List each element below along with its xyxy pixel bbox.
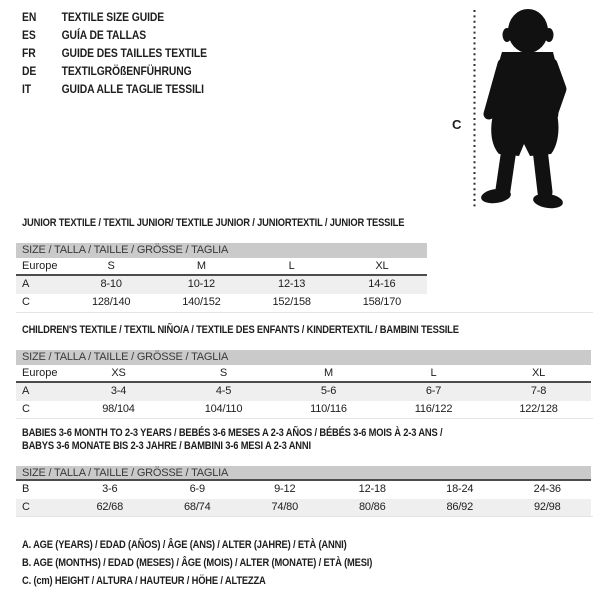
cell-value: 74/80 (271, 501, 299, 513)
language-title: GUÍA DE TALLAS (61, 30, 147, 42)
row-label: A (22, 385, 30, 397)
cell-value: 5-6 (320, 385, 337, 397)
footnote-line: A. AGE (YEARS) / EDAD (AÑOS) / ÂGE (ANS) / ALTER (JAHRE) / ETÀ (ANNI) (22, 539, 347, 551)
cell-value: 6-9 (189, 483, 205, 495)
table-title-line: BABYS 3-6 MONATE BIS 2-3 JAHRE / BAMBINI 3-6 MESI A 2-3 ANNI (22, 440, 311, 452)
language-title: GUIDA ALLE TAGLIE TESSILI (61, 84, 204, 96)
cell-value: 8-10 (100, 278, 122, 290)
footnote-line: C. (cm) HEIGHT / ALTURA / HAUTEUR / HÖHE / ALTEZZA (22, 575, 266, 587)
cell-value: S (219, 367, 228, 379)
table-row (16, 401, 591, 419)
table-title-line: CHILDREN'S TEXTILE / TEXTIL NIÑO/A / TEXTILE DES ENFANTS / KINDERTEXTIL / BAMBINI TESSILE (22, 324, 459, 336)
cell-value: 3-6 (102, 483, 118, 495)
cell-value: 6-7 (425, 385, 442, 397)
cell-value: M (196, 260, 206, 272)
table-row (16, 258, 427, 276)
baby-silhouette-figure (445, 4, 600, 214)
cell-value: 122/128 (519, 403, 558, 415)
size-header-text: SIZE / TALLA / TAILLE / GRÖSSE / TAGLIA (22, 351, 229, 363)
size-header-text: SIZE / TALLA / TAILLE / GRÖSSE / TAGLIA (22, 467, 229, 479)
cell-value: 68/74 (183, 501, 211, 513)
table-row (16, 499, 591, 517)
language-title: GUIDE DES TAILLES TEXTILE (61, 48, 207, 60)
table-title-line: JUNIOR TEXTILE / TEXTIL JUNIOR/ TEXTILE JUNIOR / JUNIORTEXTIL / JUNIOR TESSILE (22, 217, 405, 229)
table-row (16, 294, 427, 312)
language-row (22, 81, 207, 99)
table-bottom-rule (16, 516, 593, 517)
cell-value: 104/110 (204, 403, 243, 415)
language-title: TEXTILGRÖßENFÜHRUNG (61, 66, 192, 78)
cell-value: 9-12 (274, 483, 296, 495)
cell-value: 86/92 (446, 501, 474, 513)
cell-value: 18-24 (446, 483, 474, 495)
cell-value: 152/158 (272, 296, 311, 308)
table-title-line: BABIES 3-6 MONTH TO 2-3 YEARS / BEBÉS 3-6 MESES A 2-3 AÑOS / BÉBÉS 3-6 MOIS À 2-3 ANS / (22, 427, 443, 439)
table-title (22, 324, 591, 337)
language-code: ES (22, 30, 36, 42)
cell-value: 14-16 (368, 278, 396, 290)
size-table-babies (16, 427, 591, 517)
cell-value: L (288, 260, 295, 272)
size-header-bar (16, 243, 427, 258)
table-row (16, 365, 591, 383)
size-table-children (16, 324, 591, 419)
size-table-junior (16, 217, 427, 312)
cell-value: 4-5 (215, 385, 232, 397)
height-measure-label: C (452, 117, 462, 132)
size-header-bar (16, 350, 591, 365)
row-label: Europe (22, 367, 58, 379)
row-label: B (22, 483, 30, 495)
table-title (22, 217, 427, 230)
language-title: TEXTILE SIZE GUIDE (61, 12, 165, 24)
language-row (22, 45, 207, 63)
size-header-text: SIZE / TALLA / TAILLE / GRÖSSE / TAGLIA (22, 244, 229, 256)
table-bottom-rule (16, 312, 593, 313)
language-code: DE (22, 66, 37, 78)
cell-value: 80/86 (358, 501, 386, 513)
cell-value: 62/68 (96, 501, 124, 513)
cell-value: M (324, 367, 333, 379)
cell-value: 110/116 (310, 403, 347, 415)
size-header-bar (16, 466, 591, 481)
cell-value: 140/152 (182, 296, 221, 308)
table-row (16, 481, 591, 499)
baby-silhouette-icon (480, 9, 564, 210)
cell-value: 92/98 (533, 501, 561, 513)
cell-value: 12-13 (278, 278, 306, 290)
cell-value: XL (531, 367, 546, 379)
cell-value: 116/122 (414, 403, 453, 415)
cell-value: 7-8 (530, 385, 547, 397)
row-label: Europe (22, 260, 58, 272)
footnotes (22, 536, 434, 590)
row-label: C (22, 501, 30, 513)
cell-value: 128/140 (91, 296, 131, 308)
table-row (16, 383, 591, 401)
cell-value: XS (111, 367, 126, 379)
footnote-line: B. AGE (MONTHS) / EDAD (MESES) / ÂGE (MOIS) / ALTER (MONATE) / ETÀ (MESI) (22, 557, 373, 569)
row-label: C (22, 403, 30, 415)
cell-value: 98/104 (102, 403, 135, 415)
language-code: IT (22, 84, 32, 96)
language-list (22, 9, 207, 99)
cell-value: S (107, 260, 115, 272)
cell-value: 24-36 (533, 483, 561, 495)
cell-value: 12-18 (358, 483, 386, 495)
table-title (22, 427, 591, 453)
cell-value: 10-12 (187, 278, 215, 290)
cell-value: 158/170 (362, 296, 402, 308)
row-label: C (22, 296, 30, 308)
language-row (22, 63, 207, 81)
cell-value: L (430, 367, 437, 379)
language-row (22, 27, 207, 45)
language-code: FR (22, 48, 36, 60)
language-code: EN (22, 12, 37, 24)
cell-value: 3-4 (110, 385, 127, 397)
table-bottom-rule (16, 418, 593, 419)
figure-area (445, 4, 600, 214)
table-row (16, 276, 427, 294)
row-label: A (22, 278, 30, 290)
cell-value: XL (375, 260, 389, 272)
language-row (22, 9, 207, 27)
